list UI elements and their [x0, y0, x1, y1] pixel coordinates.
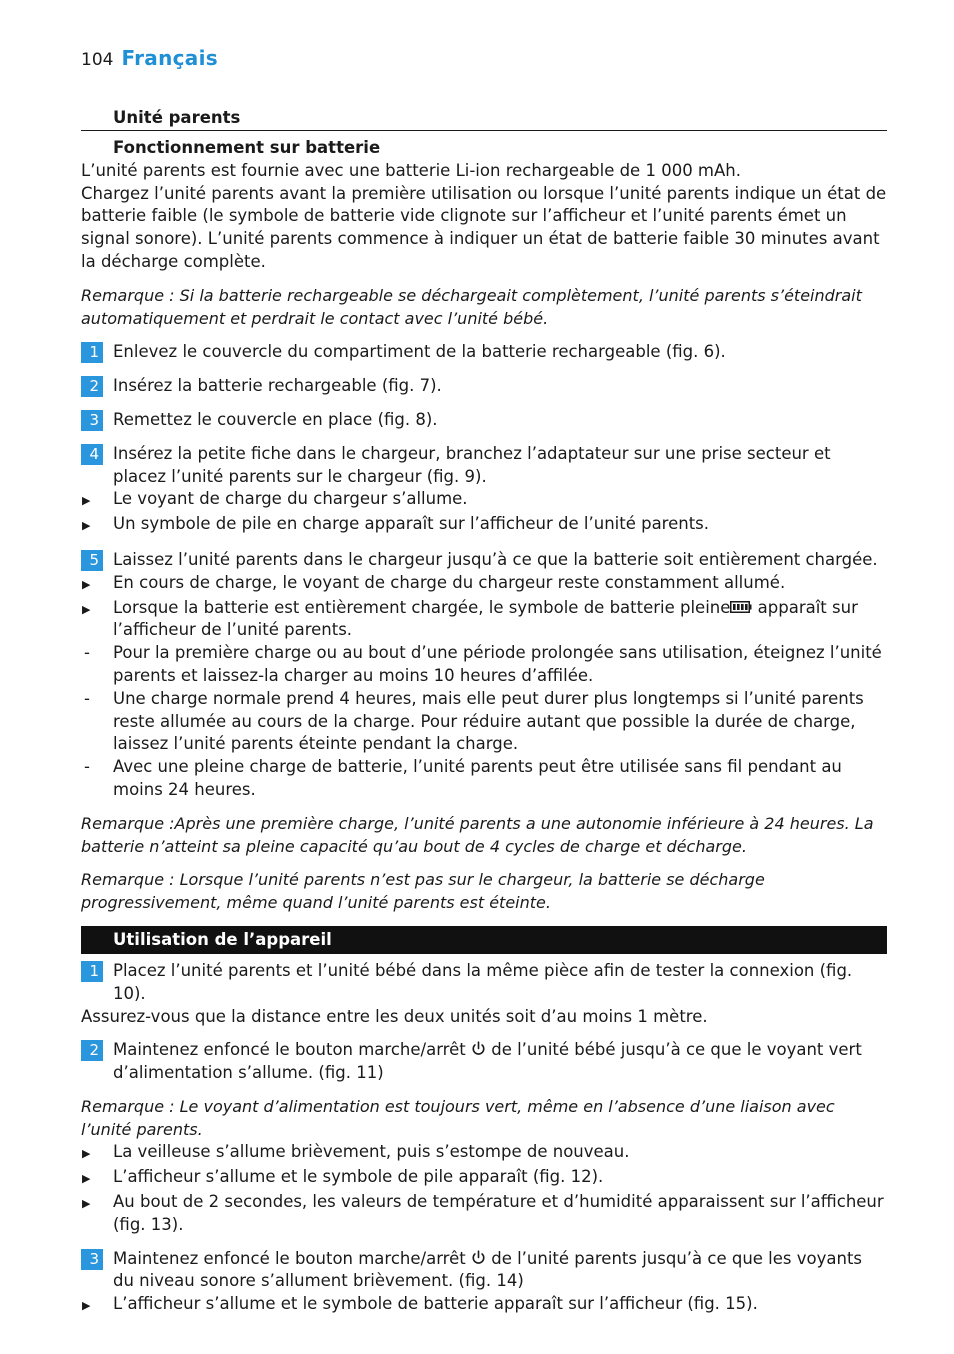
- intro-paragraph-2: Chargez l’unité parents avant la première utilisation ou lorsque l’unité parents indique un état de batterie faible (le symbole de batterie vide clignote sur l’afficheur et l’unité parents émet un signal sonore). L’unité parents commence à indiquer un état de batterie faible 30 minutes avant la décharge complète.: [81, 183, 887, 271]
- power-icon: [471, 1249, 486, 1264]
- bullet-item: [81, 597, 887, 643]
- bullet-item: [81, 1166, 887, 1191]
- triangle-bullet-icon: ▶: [82, 519, 91, 533]
- step-text: [113, 1248, 887, 1294]
- step-number-badge: 1: [81, 961, 103, 982]
- page-content: [81, 106, 887, 1318]
- language-title: Français: [121, 46, 218, 70]
- note-paragraph: Remarque : Le voyant d’alimentation est toujours vert, même en l’absence d’une liaison avec l’unité parents.: [81, 1096, 835, 1139]
- dash-bullet: -: [84, 643, 90, 663]
- step-item: [81, 1248, 887, 1294]
- step-number-badge: 2: [81, 1040, 103, 1061]
- triangle-bullet-icon: ▶: [82, 1197, 91, 1211]
- step-number-badge: 1: [81, 342, 103, 363]
- step-text-part: de l’unité bébé jusqu’à ce que le voyant vert d’alimentation s’allume. (fig. 11): [113, 1040, 862, 1083]
- bullet-text: L’afficheur s’allume et le symbole de batterie apparaît sur l’afficheur (fig. 15).: [113, 1294, 758, 1314]
- step-number-badge: 3: [81, 1249, 103, 1270]
- dash-text: Une charge normale prend 4 heures, mais elle peut durer plus longtemps si l’unité parents reste allumée au cours de la charge. Pour réduire autant que possible la durée de charge, laissez l’unité parents éteinte pendant la charge.: [113, 688, 864, 754]
- dash-text: Avec une pleine charge de batterie, l’unité parents peut être utilisée sans fil pendant au moins 24 heures.: [113, 757, 842, 799]
- step-text: Laissez l’unité parents dans le chargeur jusqu’à ce que la batterie soit entièrement chargée.: [113, 549, 878, 569]
- step-item: [81, 1039, 887, 1085]
- bullet-text: Un symbole de pile en charge apparaît sur l’afficheur de l’unité parents.: [113, 514, 710, 534]
- bullet-text: [113, 597, 887, 643]
- step-number-badge: 5: [81, 550, 103, 571]
- step-text: Enlevez le couvercle du compartiment de la batterie rechargeable (fig. 6).: [113, 342, 726, 362]
- step-item: [81, 375, 887, 398]
- dash-item: [81, 642, 887, 688]
- note-paragraph: Remarque :Après une première charge, l’unité parents a une autonomie inférieure à 24 heures. La batterie n’atteint sa pleine capacité qu’au bout de 4 cycles de charge et décharge.: [81, 813, 874, 856]
- page-header: [81, 46, 218, 76]
- triangle-bullet-icon: ▶: [82, 1172, 91, 1186]
- step-item: [81, 960, 887, 1006]
- triangle-bullet-icon: ▶: [82, 1147, 91, 1161]
- step-item: [81, 409, 887, 432]
- bullet-item: [81, 488, 887, 513]
- step-number-badge: 3: [81, 410, 103, 431]
- note-paragraph: Remarque : Lorsque l’unité parents n’est pas sur le chargeur, la batterie se décharge progressivement, même quand l’unité parents est éteinte.: [81, 870, 765, 913]
- bullet-item: [81, 1141, 887, 1166]
- subheading-battery-operation: Fonctionnement sur batterie: [113, 138, 381, 157]
- intro-paragraph-1: L’unité parents est fournie avec une batterie Li-ion rechargeable de 1 000 mAh.: [81, 160, 741, 180]
- step-text: Placez l’unité parents et l’unité bébé dans la même pièce afin de tester la connexion (fig. 10).: [113, 960, 853, 1003]
- step-text-part: Maintenez enfoncé le bouton marche/arrêt: [113, 1040, 471, 1060]
- dash-text: Pour la première charge ou au bout d’une période prolongée sans utilisation, éteignez l’unité parents et laissez-la charger au moins 10 heures d’affilée.: [113, 643, 882, 685]
- step-item: [81, 341, 887, 364]
- step-text-part: Maintenez enfoncé le bouton marche/arrêt: [113, 1248, 471, 1268]
- bullet-text-part: Lorsque la batterie est entièrement chargée, le symbole de batterie pleine: [113, 597, 731, 617]
- dash-bullet: -: [84, 688, 90, 708]
- bullet-text: Au bout de 2 secondes, les valeurs de température et d’humidité apparaissent sur l’afficheur (fig. 13).: [113, 1192, 884, 1234]
- bullet-text: L’afficheur s’allume et le symbole de pile apparaît (fig. 12).: [113, 1167, 604, 1187]
- section-heading-using-appliance: Utilisation de l’appareil: [81, 926, 887, 954]
- triangle-bullet-icon: ▶: [82, 494, 91, 508]
- dash-item: [81, 756, 887, 802]
- step-text-part: de l’unité parents jusqu’à ce que les voyants du niveau sonore s’allument brièvement. (fig. 14): [113, 1248, 863, 1291]
- section-heading-parent-unit: Unité parents: [81, 106, 887, 131]
- step-text: Insérez la petite fiche dans le chargeur, branchez l’adaptateur sur une prise secteur et placez l’unité parents sur le chargeur (fig. 9).: [113, 443, 831, 486]
- step-text: [113, 1039, 887, 1085]
- bullet-text: En cours de charge, le voyant de charge du chargeur reste constamment allumé.: [113, 572, 786, 592]
- step-number-badge: 2: [81, 376, 103, 397]
- power-icon: [471, 1040, 486, 1055]
- bullet-text-part: apparaît sur l’afficheur de l’unité parents.: [113, 597, 858, 640]
- bullet-item: [81, 1191, 887, 1237]
- dash-item: [81, 688, 887, 756]
- triangle-bullet-icon: ▶: [82, 577, 91, 591]
- triangle-bullet-icon: ▶: [82, 1299, 91, 1313]
- step-item: [81, 443, 887, 489]
- note-paragraph: Remarque : Si la batterie rechargeable se déchargeait complètement, l’unité parents s’éteindrait automatiquement et perdrait le contact avec l’unité bébé.: [81, 285, 862, 328]
- step-item: [81, 549, 887, 572]
- page-number: 104: [81, 50, 114, 70]
- battery-full-icon: [730, 597, 752, 620]
- step-number-badge: 4: [81, 444, 103, 465]
- bullet-text: La veilleuse s’allume brièvement, puis s’estompe de nouveau.: [113, 1142, 630, 1162]
- bullet-text: Le voyant de charge du chargeur s’allume.: [113, 489, 468, 509]
- step-follow-text: Assurez-vous que la distance entre les deux unités soit d’au moins 1 mètre.: [81, 1006, 708, 1026]
- bullet-item: [81, 572, 887, 597]
- triangle-bullet-icon: ▶: [82, 602, 91, 616]
- dash-bullet: -: [84, 757, 90, 777]
- bullet-item: [81, 513, 887, 538]
- step-text: Remettez le couvercle en place (fig. 8).: [113, 409, 438, 429]
- step-text: Insérez la batterie rechargeable (fig. 7).: [113, 376, 442, 396]
- bullet-item: [81, 1293, 887, 1318]
